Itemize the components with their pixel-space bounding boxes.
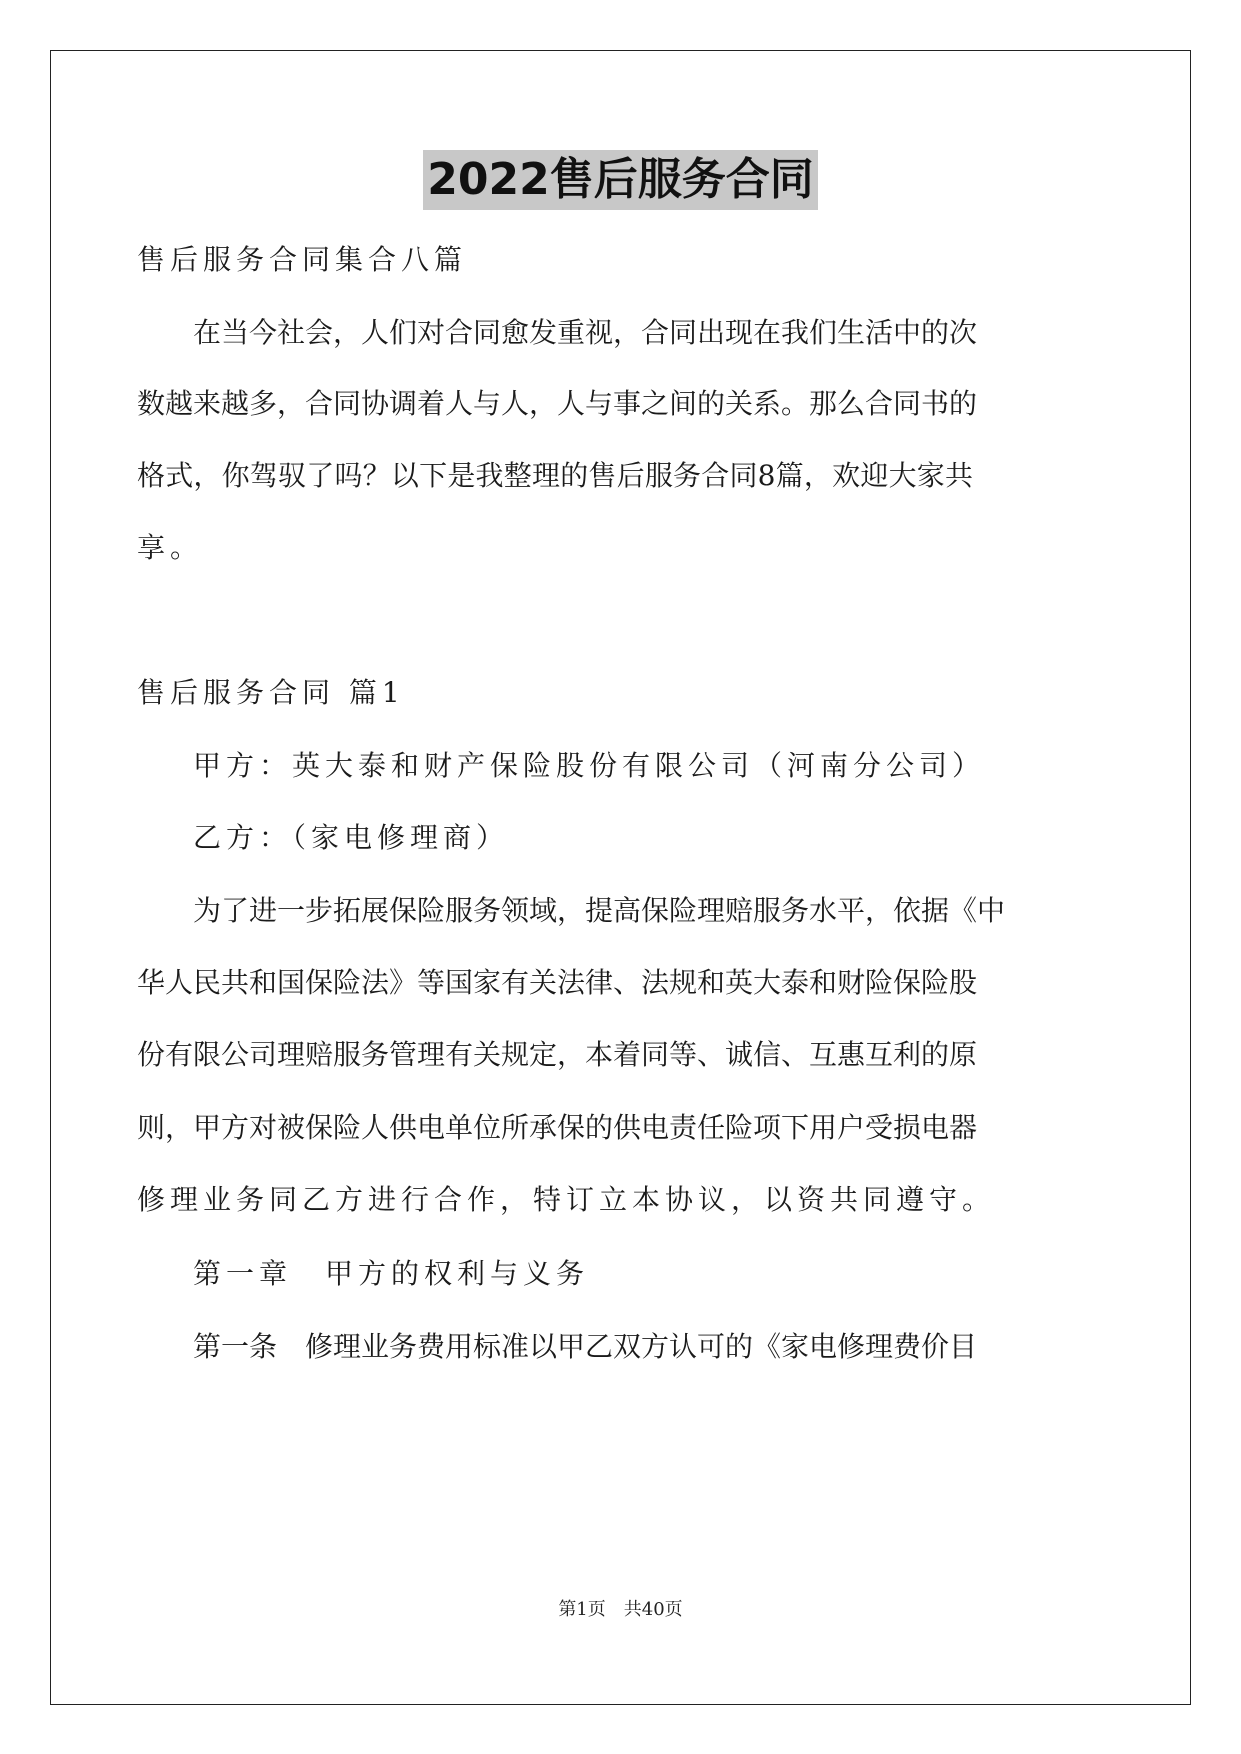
page-footer: 第1页 共40页 <box>558 1599 683 1620</box>
purpose-line-5: 修理业务同乙方进行合作，特订立本协议，以资共同遵守。 <box>137 1183 996 1216</box>
section-heading: 售后服务合同 篇1 <box>137 676 405 709</box>
purpose-line-2: 华人民共和国保险法》等国家有关法律、法规和英大泰和财险保险股 <box>137 966 978 999</box>
purpose-line-3: 份有限公司理赔服务管理有关规定，本着同等、诚信、互惠互利的原 <box>137 1038 978 1071</box>
party-a: 甲方：英大泰和财产保险股份有限公司（河南分公司） <box>193 749 986 782</box>
intro-line-3: 格式，你驾驭了吗？以下是我整理的售后服务合同8篇，欢迎大家共 <box>137 459 973 492</box>
page-border <box>50 50 1191 1705</box>
party-b: 乙方：（家电修理商） <box>193 821 510 854</box>
subtitle: 售后服务合同集合八篇 <box>137 243 468 276</box>
intro-line-2: 数越来越多，合同协调着人与人，人与事之间的关系。那么合同书的 <box>137 387 978 420</box>
article-1: 第一条 修理业务费用标准以甲乙双方认可的《家电修理费价目 <box>193 1330 978 1363</box>
title-container <box>0 150 1241 210</box>
purpose-line-4: 则，甲方对被保险人供电单位所承保的供电责任险项下用户受损电器 <box>137 1111 978 1144</box>
intro-line-4: 享。 <box>137 531 204 564</box>
purpose-line-1: 为了进一步拓展保险服务领域，提高保险理赔服务水平，依据《中 <box>193 894 1006 927</box>
document-title: 2022售后服务合同 <box>423 150 817 210</box>
intro-line-1: 在当今社会，人们对合同愈发重视，合同出现在我们生活中的次 <box>193 316 978 349</box>
chapter-heading: 第一章 甲方的权利与义务 <box>193 1257 590 1290</box>
